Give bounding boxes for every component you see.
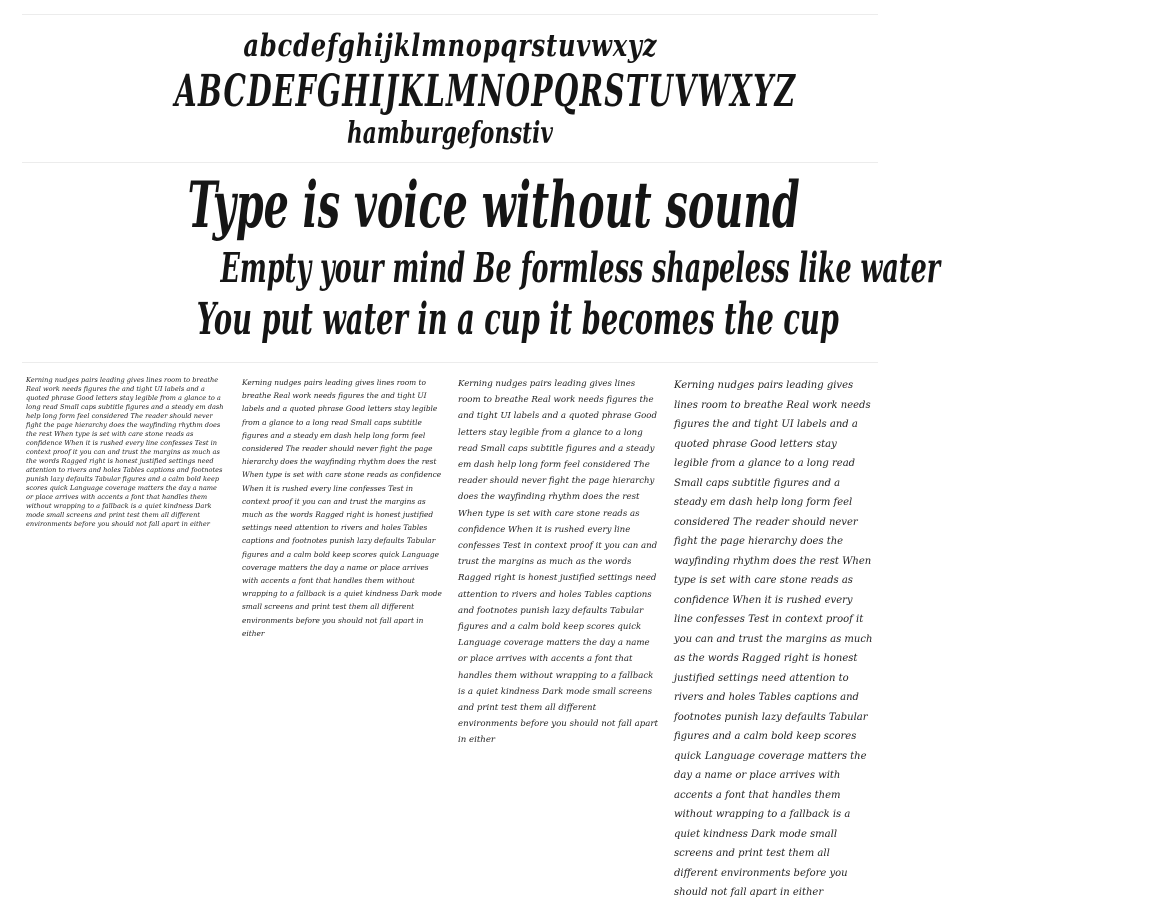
lowercase-alphabet — [0, 28, 900, 64]
uppercase-alphabet-text: ABCDEFGHIJKLMNOPQRSTUVWXYZ — [174, 66, 797, 117]
uppercase-alphabet — [0, 66, 900, 117]
body-text-column-small: Kerning nudges pairs leading gives lines room to breathe Real work needs figures the and tight UI labels and a quoted phrase Good letters stay legible from a glance to a long read Small caps subtitle figures and a steady em dash help long form feel considered The reader should never fight the page hierarchy does the wayfinding rhythm does the rest When type is set with care stone reads as confidence When it is rushed every line confesses Test in context proof it you can and trust the margins as much as the words Ragged right is honest justified settings need attention to rivers and holes Tables captions and footnotes punish lazy defaults Tabular figures and a calm bold keep scores quick Language coverage matters the day a name or place arrives with accents a font that handles them without wrapping to a fallback is a quiet kindness Dark mode small screens and print test them all different environments before you should not fall apart in either — [26, 376, 224, 528]
body-text-column-medium: Kerning nudges pairs leading gives lines room to breathe Real work needs figures the and tight UI labels and a quoted phrase Good letters stay legible from a glance to a long read Small caps subtitle figures and a steady em dash help long form feel considered The reader should never fight the page hierarchy does the wayfinding rhythm does the rest When type is set with care stone reads as confidence When it is rushed every line confesses Test in context proof it you can and trust the margins as much as the words Ragged right is honest justified settings need attention to rivers and holes Tables captions and footnotes punish lazy defaults Tabular figures and a calm bold keep scores quick Language coverage matters the day a name or place arrives with accents a font that handles them without wrapping to a fallback is a quiet kindness Dark mode small screens and print test them all different environments before you should not fall apart in either — [242, 378, 442, 638]
body-text-column-xlarge: Kerning nudges pairs leading gives lines room to breathe Real work needs figures the and tight UI labels and a quoted phrase Good letters stay legible from a glance to a long read Small caps subtitle figures and a steady em dash help long form feel considered The reader should never fight the page hierarchy does the wayfinding rhythm does the rest When type is set with care stone reads as confidence When it is rushed every line confesses Test in context proof it you can and trust the margins as much as the words Ragged right is honest justified settings need attention to rivers and holes Tables captions and footnotes punish lazy defaults Tabular figures and a calm bold keep scores quick Language coverage matters the day a name or place arrives with accents a font that handles them without wrapping to a fallback is a quiet kindness Dark mode small screens and print test them all different environments before you should not fall apart in either — [674, 380, 873, 898]
divider-1 — [22, 162, 878, 163]
top-divider — [22, 14, 878, 15]
quote-line-2 — [0, 294, 900, 345]
quote-line-1 — [0, 244, 941, 292]
headline-text: Type is voice without sound — [187, 168, 800, 243]
quote-line-2-text: You put water in a cup it becomes the cup — [196, 294, 839, 345]
font-name-sample — [0, 116, 900, 151]
quote-line-1-text: Empty your mind Be formless shapeless like water — [220, 244, 941, 292]
divider-2 — [22, 362, 878, 363]
lowercase-alphabet-text: abcdefghijklmnopqrstuvwxyz — [243, 28, 657, 64]
font-name-text: hamburgefonstiv — [347, 116, 553, 151]
body-text-column-large: Kerning nudges pairs leading gives lines room to breathe Real work needs figures the and tight UI labels and a quoted phrase Good letters stay legible from a glance to a long read Small caps subtitle figures and a steady em dash help long form feel considered The reader should never fight the page hierarchy does the wayfinding rhythm does the rest When type is set with care stone reads as confidence When it is rushed every line confesses Test in context proof it you can and trust the margins as much as the words Ragged right is honest justified settings need attention to rivers and holes Tables captions and footnotes punish lazy defaults Tabular figures and a calm bold keep scores quick Language coverage matters the day a name or place arrives with accents a font that handles them without wrapping to a fallback is a quiet kindness Dark mode small screens and print test them all different environments before you should not fall apart in either — [458, 379, 658, 746]
headline — [0, 168, 900, 243]
